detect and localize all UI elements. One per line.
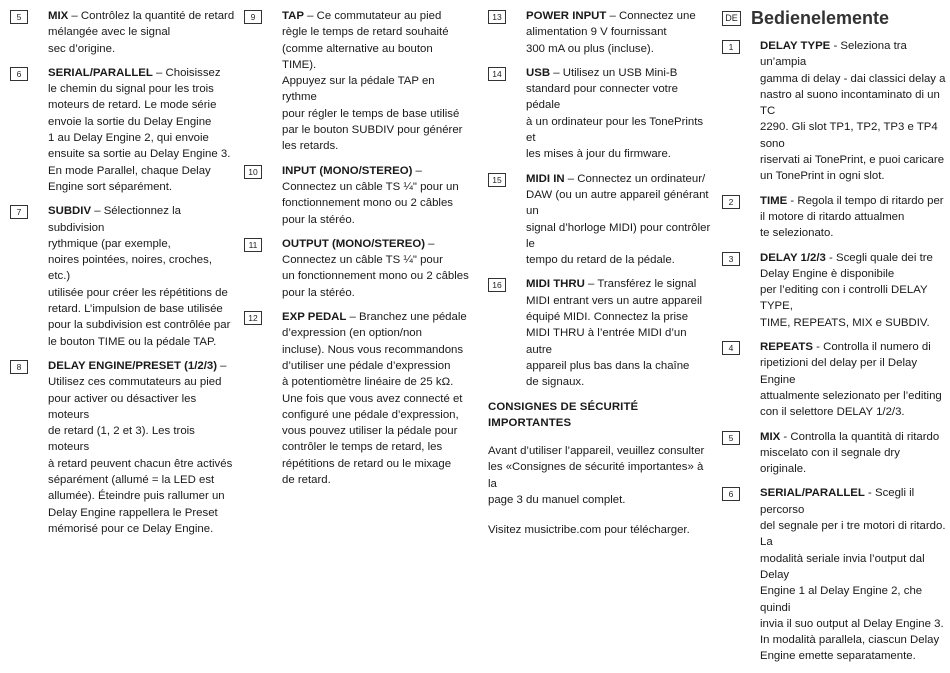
section-header bbox=[722, 6, 946, 30]
item-number: 15 bbox=[488, 173, 506, 187]
item-14-usb bbox=[488, 65, 713, 163]
item-title: SERIAL/PARALLEL bbox=[48, 66, 153, 79]
item-description: – Connectez un câble TS ¼" pour un fonctionnement mono ou 2 câbles pour la stéréo. bbox=[282, 237, 469, 299]
item-12-exp-pedal bbox=[244, 309, 469, 488]
item-title: DELAY 1/2/3 bbox=[760, 251, 826, 264]
item-15-midi-in bbox=[488, 171, 713, 269]
item-number: 10 bbox=[244, 165, 262, 179]
item-4-repeats bbox=[722, 339, 946, 420]
item-9-tap bbox=[244, 8, 469, 155]
item-description: - Seleziona tra un’ampia gamma di delay - dai classici delay a nastro al suono incontaminato di un TC 2290. Gli slot TP1, TP2, TP3 e TP4 sono riservati ai TonePrint, e puoi caricare un TonePrint in ogni slot. bbox=[760, 40, 946, 183]
column-1 bbox=[10, 8, 235, 545]
item-description: - Scegli il percorso del segnale per i tre motori di ritardo. La modalità seriale invia l’output dal Delay Engine 1 al Delay Engine 2, che quindi invia il suo output al Delay Engine 3. In modalità parallela, ciascun Delay Engine emette separatamente. bbox=[760, 487, 946, 663]
item-title: MIDI THRU bbox=[526, 278, 585, 291]
item-8-delay-engine-preset bbox=[10, 358, 235, 537]
item-2-time bbox=[722, 193, 946, 242]
item-description: – Branchez une pédale d’expression (en option/non incluse). Nous vous recommandons d’utiliser une pédale d’expression à potentiomètre linéaire de 25 kΩ. Une fois que vous avez connecté et configuré une pédale d’expression, vous pouvez utiliser la pédale pour contrôler le temps de retard, les répétitions de retard ou le mixage de retard. bbox=[282, 311, 467, 487]
item-title: INPUT (MONO/STEREO) bbox=[282, 164, 413, 177]
language-tag: DE bbox=[722, 11, 741, 26]
item-16-midi-thru bbox=[488, 276, 713, 390]
item-description: – Ce commutateur au pied règle le temps de retard souhaité (comme alternative au bouton TIME). Appuyez sur la pédale TAP en rythme pour régler le temps de base utilisé par le bouton SUBDIV pour générer les retards. bbox=[282, 10, 463, 153]
item-description: - Regola il tempo di ritardo per il motore di ritardo attualmen te selezionato. bbox=[760, 194, 944, 240]
item-description: – Sélectionnez la subdivision rythmique (par exemple, noires pointées, noires, croches, etc.) utilisée pour créer les répétitions de retard. L’impulsion de base utilisée pour la subdivision est contrôlée par le bouton TIME ou la pédale TAP. bbox=[48, 205, 231, 348]
item-number: 6 bbox=[10, 67, 28, 81]
item-description: – Connectez une alimentation 9 V fournissant 300 mA ou plus (incluse). bbox=[526, 10, 696, 55]
item-5-mix bbox=[10, 8, 235, 57]
section-title: Bedienelemente bbox=[751, 8, 890, 28]
item-6-serial-parallel-it bbox=[722, 485, 946, 664]
item-7-subdiv bbox=[10, 203, 235, 350]
item-title: SERIAL/PARALLEL bbox=[760, 487, 865, 500]
item-number: 11 bbox=[244, 238, 262, 252]
item-title: TAP bbox=[282, 10, 304, 22]
item-title: MIDI IN bbox=[526, 172, 565, 185]
safety-paragraph: Avant d’utiliser l’appareil, veuillez consulter les «Consignes de sécurité importantes» à la page 3 du manuel complet. bbox=[488, 445, 705, 507]
column-4 bbox=[722, 6, 946, 673]
item-description: – Utilisez ces commutateurs au pied pour activer ou désactiver les moteurs de retard (1, 2 et 3). Les trois moteurs à retard peuvent chacun être activés séparément (allumé = la LED est allumée). Éteindre puis rallumer un Delay Engine rappellera le Preset mémorisé pour ce Delay Engine. bbox=[48, 359, 233, 535]
item-number: 14 bbox=[488, 67, 506, 81]
item-5-mix-it bbox=[722, 429, 946, 478]
item-number: 5 bbox=[722, 431, 740, 445]
item-title: REPEATS bbox=[760, 341, 813, 354]
item-title: DELAY ENGINE/PRESET (1/2/3) bbox=[48, 359, 218, 372]
item-1-delay-type bbox=[722, 38, 946, 185]
item-title: DELAY TYPE bbox=[760, 40, 831, 52]
item-6-serial-parallel bbox=[10, 65, 235, 195]
item-title: OUTPUT (MONO/STEREO) bbox=[282, 237, 426, 250]
item-title: TIME bbox=[760, 194, 788, 207]
item-description: – Utilisez un USB Mini-B standard pour connecter votre pédale à un ordinateur pour les TonePrints et les mises à jour du firmware. bbox=[526, 66, 704, 161]
item-13-power-input bbox=[488, 8, 713, 57]
item-number: 12 bbox=[244, 311, 262, 325]
item-number: 8 bbox=[10, 360, 28, 374]
item-title: POWER INPUT bbox=[526, 10, 607, 22]
item-number: 3 bbox=[722, 252, 740, 266]
item-number: 2 bbox=[722, 195, 740, 209]
item-3-delay-123 bbox=[722, 250, 946, 331]
item-number: 4 bbox=[722, 341, 740, 355]
item-number: 6 bbox=[722, 487, 740, 501]
item-description: – Connectez un ordinateur/ DAW (ou un autre appareil générant un signal d’horloge MIDI) pour contrôler le tempo du retard de la pédale. bbox=[526, 172, 711, 267]
item-number: 13 bbox=[488, 10, 506, 24]
item-number: 9 bbox=[244, 10, 262, 24]
item-title: MIX bbox=[760, 430, 781, 443]
item-title: MIX bbox=[48, 10, 69, 22]
item-10-input bbox=[244, 163, 469, 228]
item-number: 1 bbox=[722, 40, 740, 54]
item-number: 7 bbox=[10, 205, 28, 219]
item-description: – Choisissez le chemin du signal pour les trois moteurs de retard. Le mode série envoie la sortie du Delay Engine 1 au Delay Engine 2, qui envoie ensuite sa sortie au Delay Engine 3. En mode Parallel, chaque Delay Engine sort séparément. bbox=[48, 66, 231, 193]
column-3 bbox=[488, 8, 713, 553]
column-2 bbox=[244, 8, 469, 496]
item-description: - Scegli quale dei tre Delay Engine è disponibile per l’editing con i controlli DELAY TYPE, TIME, REPEATS, MIX e SUBDIV. bbox=[760, 251, 933, 329]
item-description: - Controlla il numero di ripetizioni del delay per il Delay Engine attualmente selezionato per l’editing con il selettore DELAY 1/2/3. bbox=[760, 341, 942, 419]
item-title: EXP PEDAL bbox=[282, 311, 347, 324]
item-description: – Transférez le signal MIDI entrant vers un autre appareil équipé MIDI. Connectez la prise MIDI THRU à l’entrée MIDI d’un autre appareil plus bas dans la chaîne de signaux. bbox=[526, 278, 703, 389]
item-number: 5 bbox=[10, 10, 28, 24]
item-title: SUBDIV bbox=[48, 205, 92, 218]
safety-heading: CONSIGNES DE SÉCURITÉ IMPORTANTES bbox=[488, 400, 639, 429]
download-note: Visitez musictribe.com pour télécharger. bbox=[488, 524, 690, 537]
item-number: 16 bbox=[488, 278, 506, 292]
item-title: USB bbox=[526, 66, 551, 79]
item-description: - Controlla la quantità di ritardo miscelato con il segnale dry originale. bbox=[760, 430, 940, 476]
item-description: – Contrôlez la quantité de retard mélangée avec le signal sec d’origine. bbox=[48, 10, 235, 55]
item-description: – Connectez un câble TS ¼" pour un fonctionnement mono ou 2 câbles pour la stéréo. bbox=[282, 164, 459, 226]
item-11-output bbox=[244, 236, 469, 301]
